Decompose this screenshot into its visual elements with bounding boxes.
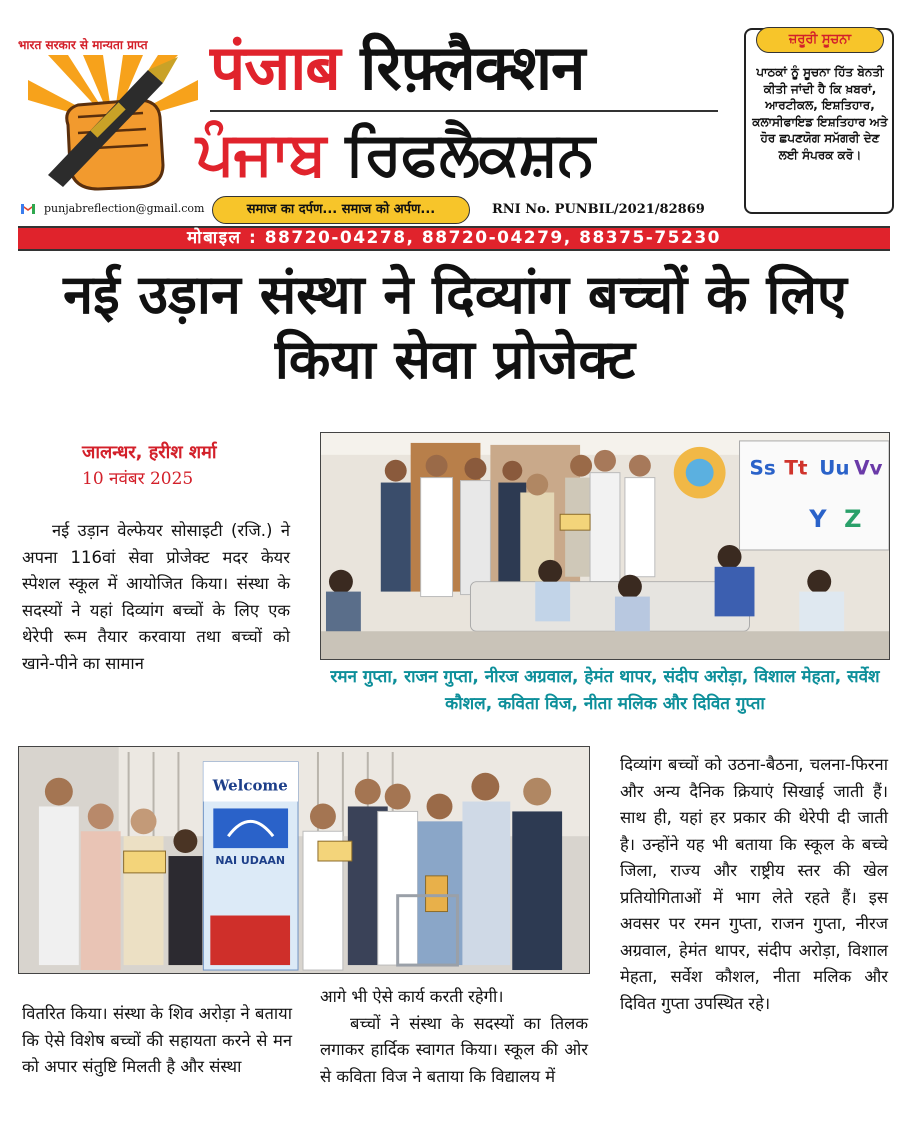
gmail-icon (20, 203, 36, 215)
article-column-1-bottom: वितरित किया। संस्था के शिव अरोड़ा ने बताया कि ऐसे विशेष बच्चों की सहायता करने से मन को अपार संतुष्टि मिलती है और संस्था (22, 1004, 292, 1076)
mobile-numbers-bar: मोबाइल : 88720-04278, 88720-04279, 88375-75230 (18, 226, 890, 251)
notice-title: ਜ਼ਰੂਰੀ ਸੂਚਨਾ (756, 27, 884, 53)
board-letter-1: Ss (749, 456, 776, 480)
article-paragraph-1: नई उड़ान वेल्फेयर सोसाइटी (रजि.) ने अपना 116वां सेवा प्रोजेक्ट मदर केयर स्पेशल स्कूल में आयोजित किया। संस्था के सदस्यों ने यहां दिव्यांग बच्चों के लिए एक थेरेपी रूम तैयार करवाया तथा बच्चों को खाने-पीने का सामान (22, 521, 290, 673)
masthead-title-hindi-black: रिफ़्लैक्शन (360, 31, 585, 104)
banner-org-name: NAI UDAAN (215, 853, 286, 867)
event-photo-welcome (18, 746, 590, 974)
article-column-1-top (22, 518, 290, 677)
article-headline: नई उड़ान संस्था ने दिव्यांग बच्चों के लिए किया सेवा प्रोजेक्ट (63, 263, 847, 391)
board-letter-4: Vv (854, 456, 883, 480)
board-letter-3: Uu (819, 456, 850, 480)
notice-box (744, 28, 894, 214)
article-dateline: जालन्धर, हरीश शर्मा (82, 442, 217, 463)
article-paragraph-2: बच्चों ने संस्था के सदस्यों का तिलक लगाकर हार्दिक स्वागत किया। स्कूल की ओर से कविता विज ने बताया कि विद्यालय में (320, 1013, 588, 1086)
masthead-title-punjabi (196, 116, 736, 192)
banner-welcome-text: Welcome (212, 776, 288, 795)
article-column-3: दिव्यांग बच्चों को उठना-बैठना, चलना-फिरना और अन्य दैनिक क्रियाएं सिखाई जाती हैं। साथ ही, यहां हर प्रकार की थेरेपी दी जाती है। उन्होंने यह भी बताया कि स्कूल के बच्चे जिला, राज्य और राष्ट्रीय स्तर की खेल प्रतियोगिताओं में भाग लेते रहते हैं। इस अवसर पर रमन गुप्ता, राजन गुप्ता, नीरज अग्रवाल, हेमंत थापर, संदीप अरोड़ा, विशाल मेहता, सर्वेश कौशल, नीता मलिक और दिवित गुप्ता उपस्थित रहे। (620, 755, 888, 1013)
slogan-badge: समाज का दर्पण... समाज को अर्पण... (212, 196, 470, 224)
masthead-title-punjabi-red: ਪੰਜਾਬ (196, 119, 326, 189)
masthead-divider (210, 110, 718, 112)
rni-number: RNI No. PUNBIL/2021/82869 (492, 202, 705, 217)
masthead-title-hindi-red: पंजाब (210, 31, 340, 104)
board-letter-5: Y (809, 505, 827, 534)
article-line-continuation: आगे भी ऐसे कार्य करती रहेगी। (320, 987, 504, 1006)
masthead-title-hindi (210, 30, 730, 106)
event-photo-classroom (320, 432, 890, 660)
masthead-title-punjabi-black: ਰਿਫਲੈਕਸ਼ਨ (345, 119, 595, 189)
article-column-2-bottom (320, 984, 588, 1090)
email-address[interactable]: punjabreflection@gmail.com (44, 202, 205, 215)
pen-fist-icon (28, 55, 198, 195)
recognition-tagline: भारत सरकार से मान्यता प्राप्त (18, 38, 148, 52)
board-letter-2: Tt (784, 456, 808, 480)
photo-caption: रमन गुप्ता, राजन गुप्ता, नीरज अग्रवाल, हेमंत थापर, संदीप अरोड़ा, विशाल मेहता, सर्वेश कौशल, कविता विज, नीता मलिक और दिवित गुप्ता (330, 667, 880, 714)
email-row (20, 202, 204, 215)
notice-body: ਪਾਠਕਾਂ ਨੂੰ ਸੂਚਨਾ ਹਿੱਤ ਬੇਨਤੀ ਕੀਤੀ ਜਾਂਦੀ ਹੈ ਕਿ ਖ਼ਬਰਾਂ, ਆਰਟੀਕਲ, ਇਸ਼ਤਿਹਾਰ, ਕਲਾਸੀਫਾਇਡ ਇਸ਼ਤਿਹਾਰ ਅਤੇ ਹੋਰ ਛਪਣਯੋਗ ਸਮੱਗਰੀ ਦੇਣ ਲਈ ਸੰਪਰਕ ਕਰੋ। (752, 65, 888, 162)
board-letter-6: Z (844, 505, 862, 534)
article-date: 10 नवंबर 2025 (82, 469, 194, 489)
